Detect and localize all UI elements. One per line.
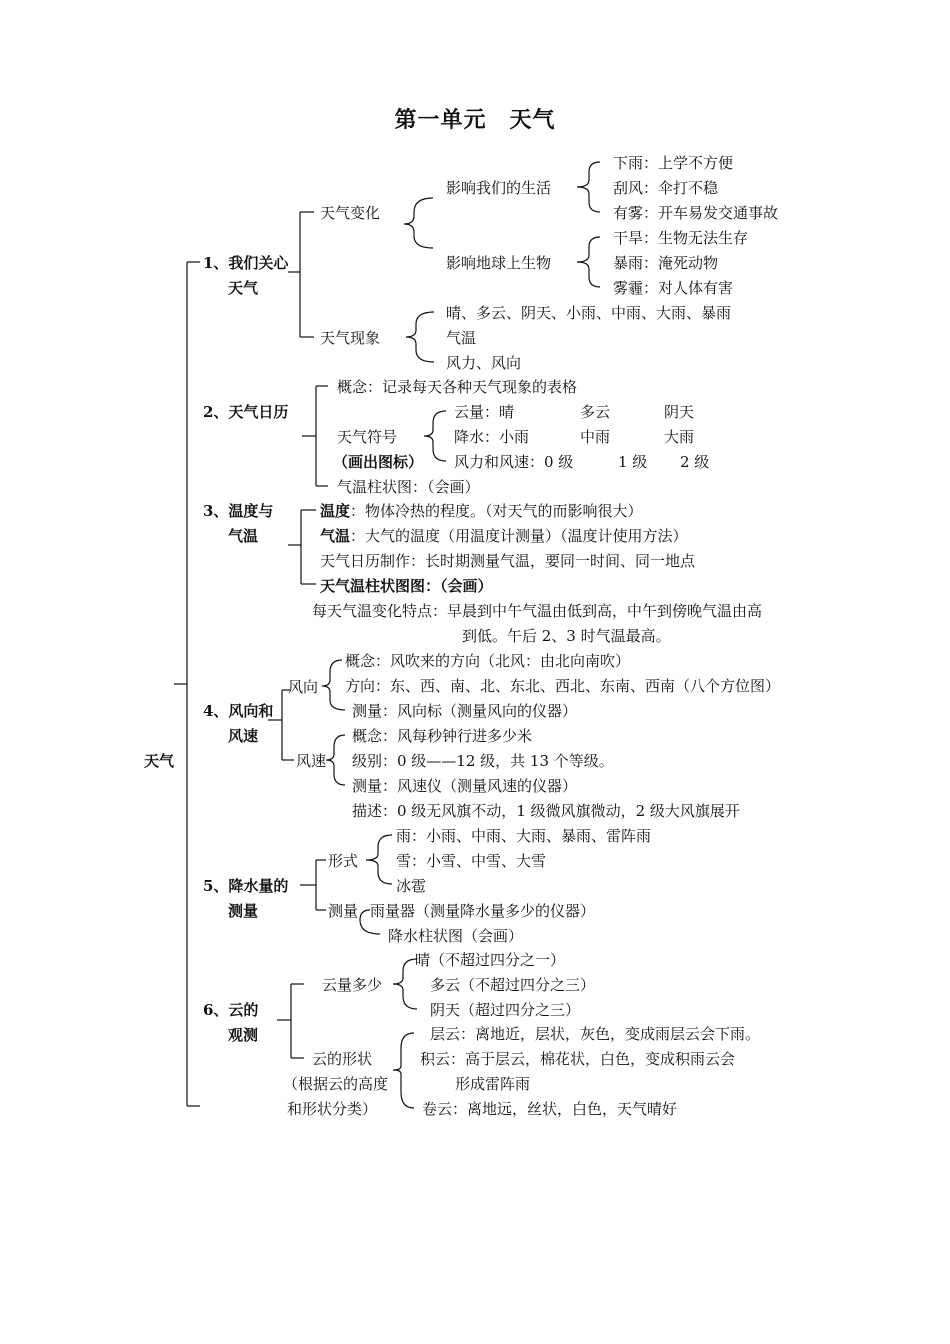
cloud-shape-node: 云的形状 bbox=[312, 1050, 373, 1068]
section-5-heading-line-1: 5、降水量的 bbox=[203, 877, 289, 895]
air-temperature-value: ：大气的温度（用温度计测量）（温度计使用方法） bbox=[350, 527, 688, 545]
temperature-bar-chart: 天气温柱状图图：（会画） bbox=[320, 577, 493, 595]
daily-temperature-feature-line-1: 每天气温变化特点：早晨到中午气温由低到高，中午到傍晚气温由高 bbox=[312, 602, 763, 620]
calendar-concept: 概念：记录每天各种天气现象的表格 bbox=[337, 378, 578, 396]
impact-life-node: 影响我们的生活 bbox=[446, 179, 552, 197]
temperature-value: ：物体冷热的程度。（对天气的而影响很大） bbox=[350, 502, 643, 520]
cloud-shape-item: 卷云：离地远，丝状，白色，天气晴好 bbox=[422, 1100, 678, 1118]
precipitation-measure-node: 测量 bbox=[328, 902, 359, 920]
cloud-shape-item-continued: 形成雷阵雨 bbox=[455, 1075, 531, 1093]
wind-speed-item: 概念：风每秒钟行进多少米 bbox=[352, 727, 533, 745]
section-1-heading-line-1: 1、我们关心 bbox=[203, 254, 289, 272]
impact-earth-item: 暴雨：淹死动物 bbox=[613, 254, 719, 272]
impact-life-item: 有雾：开车易发交通事故 bbox=[613, 204, 779, 222]
section-1-heading-line-2: 天气 bbox=[228, 279, 259, 297]
precipitation-form-item: 冰雹 bbox=[396, 877, 427, 895]
wind-direction-item: 方向：东、西、南、北、东北、西北、东南、西南（八个方位图） bbox=[345, 677, 781, 695]
temperature-definition bbox=[320, 501, 643, 521]
wind-speed-item: 测量：风速仪（测量风速的仪器） bbox=[352, 777, 578, 795]
temperature-bar-chart-node: 气温柱状图：（会画） bbox=[337, 478, 480, 496]
precipitation-measure-item: 降水柱状图（会画） bbox=[388, 927, 524, 945]
symbol-row-cloud: 多云 bbox=[580, 403, 611, 421]
cloud-amount-node: 云量多少 bbox=[322, 976, 383, 994]
impact-life-item: 刮风：伞打不稳 bbox=[613, 179, 719, 197]
symbol-row-rain: 中雨 bbox=[580, 428, 611, 446]
section-2-heading: 2、天气日历 bbox=[203, 403, 289, 421]
wind-direction-node: 风向 bbox=[288, 678, 319, 696]
cloud-shape-item: 积云：高于层云，棉花状，白色，变成积雨云会 bbox=[420, 1050, 736, 1068]
precipitation-measure-item: 雨量器（测量降水量多少的仪器） bbox=[370, 902, 596, 920]
phenomena-item: 晴、多云、阴天、小雨、中雨、大雨、暴雨 bbox=[446, 304, 732, 322]
weather-phenomena-node: 天气现象 bbox=[320, 329, 381, 347]
symbol-row-wind: 1 级 bbox=[618, 453, 648, 471]
symbol-row-wind: 风力和风速：0 级 bbox=[454, 453, 574, 471]
symbol-row-rain: 降水：小雨 bbox=[454, 428, 530, 446]
section-6-heading-line-2: 观测 bbox=[228, 1026, 259, 1044]
impact-earth-item: 雾霾：对人体有害 bbox=[613, 279, 734, 297]
impact-earth-node: 影响地球上生物 bbox=[446, 254, 552, 272]
phenomena-item: 风力、风向 bbox=[446, 354, 522, 372]
symbol-row-rain: 大雨 bbox=[664, 428, 695, 446]
weather-symbol-node: 天气符号 bbox=[337, 428, 398, 446]
wind-direction-item: 测量：风向标（测量风向的仪器） bbox=[352, 702, 578, 720]
symbol-row-cloud: 云量：晴 bbox=[454, 403, 515, 421]
root-node: 天气 bbox=[144, 752, 175, 770]
section-4-heading-line-2: 风速 bbox=[228, 727, 259, 745]
wind-speed-item: 级别：0 级——12 级，共 13 个等级。 bbox=[352, 752, 614, 770]
precipitation-form-item: 雪：小雪、中雪、大雪 bbox=[396, 852, 547, 870]
cloud-amount-item: 多云（不超过四分之三） bbox=[430, 976, 596, 994]
wind-direction-item: 概念：风吹来的方向（北风：由北向南吹） bbox=[345, 652, 631, 670]
symbol-row-cloud: 阴天 bbox=[664, 403, 695, 421]
air-temperature-key: 气温 bbox=[320, 527, 351, 545]
precipitation-form-node: 形式 bbox=[328, 852, 359, 870]
impact-life-item: 下雨：上学不方便 bbox=[613, 154, 734, 172]
impact-earth-item: 干旱：生物无法生存 bbox=[613, 229, 749, 247]
section-3-heading-line-1: 3、温度与 bbox=[203, 502, 274, 520]
weather-symbol-note: （画出图标） bbox=[333, 453, 424, 471]
air-temperature-definition bbox=[320, 526, 688, 546]
page-title: 第一单元 天气 bbox=[394, 107, 556, 133]
section-4-heading-line-1: 4、风向和 bbox=[203, 702, 274, 720]
temperature-key: 温度 bbox=[320, 502, 351, 520]
section-5-heading-line-2: 测量 bbox=[228, 902, 259, 920]
section-3-heading-line-2: 气温 bbox=[228, 527, 259, 545]
calendar-making: 天气日历制作：长时期测量气温，要同一时间、同一地点 bbox=[320, 552, 696, 570]
wind-description: 描述：0 级无风旗不动，1 级微风旗微动，2 级大风旗展开 bbox=[352, 802, 740, 820]
cloud-amount-item: 阴天（超过四分之三） bbox=[430, 1001, 581, 1019]
section-6-heading-line-1: 6、云的 bbox=[203, 1001, 259, 1019]
symbol-row-wind: 2 级 bbox=[680, 453, 710, 471]
cloud-shape-note-line-1: （根据云的高度 bbox=[283, 1075, 389, 1093]
wind-speed-node: 风速 bbox=[296, 752, 327, 770]
daily-temperature-feature-line-2: 到低。午后 2、3 时气温最高。 bbox=[462, 627, 671, 645]
cloud-shape-item: 层云：离地近，层状，灰色，变成雨层云会下雨。 bbox=[430, 1025, 761, 1043]
cloud-shape-note-line-2: 和形状分类） bbox=[287, 1100, 378, 1118]
precipitation-form-item: 雨：小雨、中雨、大雨、暴雨、雷阵雨 bbox=[396, 827, 652, 845]
weather-change-node: 天气变化 bbox=[320, 204, 381, 222]
cloud-amount-item: 晴（不超过四分之一） bbox=[415, 951, 566, 969]
phenomena-item: 气温 bbox=[446, 329, 477, 347]
